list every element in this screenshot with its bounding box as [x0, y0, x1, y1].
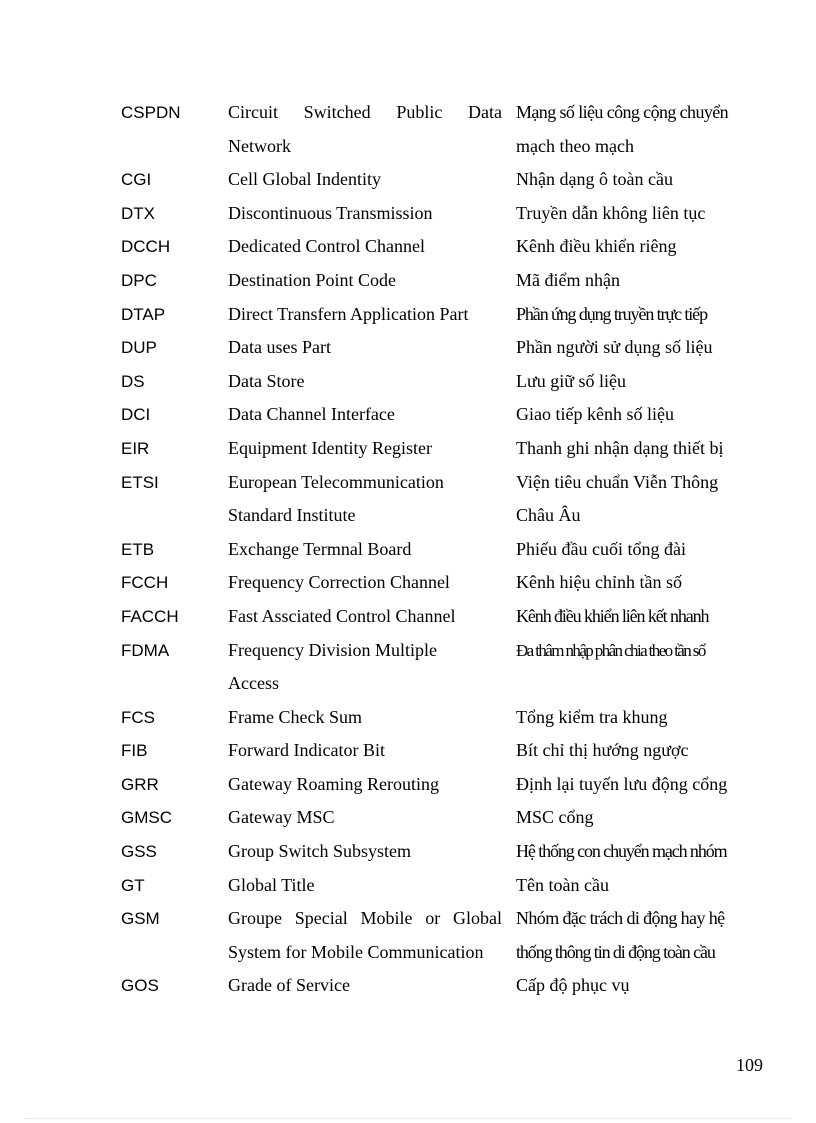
meaning-line: Viện tiêu chuẩn Viễn Thông: [516, 471, 719, 492]
glossary-row-facch: [121, 600, 733, 634]
meaning: Cấp độ phục vụ: [516, 975, 630, 996]
meaning: Kênh điều khiển liên kết nhanh: [516, 605, 709, 626]
term: Data Store: [228, 370, 305, 391]
term: Direct Transfern Application Part: [228, 303, 469, 324]
abbreviation: GSM: [121, 909, 160, 929]
abbreviation: FACCH: [121, 606, 179, 626]
glossary-row-gt: [121, 869, 733, 903]
term: Destination Point Code: [228, 269, 396, 290]
glossary-row-fdma: [121, 634, 733, 701]
abbreviation: CSPDN: [121, 103, 181, 122]
term: Data uses Part: [228, 337, 331, 358]
abbreviation: FCS: [121, 707, 155, 727]
abbreviation: FCCH: [121, 573, 169, 593]
glossary-row-dtx: [121, 197, 733, 231]
meaning: Tổng kiểm tra khung: [516, 706, 668, 727]
glossary-row-dup: [121, 331, 733, 365]
meaning-line: thống thông tin di động toàn cầu: [516, 941, 715, 962]
meaning: Phần ứng dụng truyền trực tiếp: [516, 303, 707, 324]
abbreviation: DTX: [121, 203, 155, 223]
term: [228, 634, 502, 701]
abbreviation: EIR: [121, 438, 150, 458]
glossary-row-dcch: [121, 230, 733, 264]
meaning: Tên toàn cầu: [516, 874, 609, 895]
term-line: Groupe Special Mobile or Global: [228, 908, 502, 929]
glossary-row-fib: [121, 734, 733, 768]
glossary-row-etsi: [121, 466, 733, 533]
abbreviation: DTAP: [121, 304, 166, 324]
term-line: System for Mobile Communication: [228, 941, 484, 962]
meaning: [516, 902, 733, 969]
meaning: [516, 466, 733, 533]
term-line: Access: [228, 673, 279, 694]
meaning: Truyền dẫn không liên tục: [516, 202, 706, 223]
meaning: Bít chỉ thị hướng ngược: [516, 740, 689, 761]
term: [228, 96, 502, 163]
abbreviation: FIB: [121, 741, 148, 761]
meaning: Hệ thống con chuyển mạch nhóm: [516, 841, 727, 862]
term: Equipment Identity Register: [228, 437, 432, 458]
glossary-row-gss: [121, 835, 733, 869]
meaning-line: mạch theo mạch: [516, 135, 634, 156]
abbreviation: CGI: [121, 170, 152, 190]
meaning: Định lại tuyến lưu động cổng: [516, 773, 728, 794]
term: Forward Indicator Bit: [228, 740, 385, 761]
glossary-row-ds: [121, 365, 733, 399]
meaning: MSC cổng: [516, 807, 594, 828]
meaning-line: Châu Âu: [516, 505, 581, 526]
abbreviation: ETB: [121, 539, 155, 559]
term: Grade of Service: [228, 975, 350, 996]
glossary-row-gos: [121, 969, 733, 1003]
abbreviation: GSS: [121, 842, 157, 862]
glossary-row-dpc: [121, 264, 733, 298]
glossary-row-dtap: [121, 298, 733, 332]
term: [228, 902, 502, 969]
meaning-line: Mạng số liệu công cộng chuyển: [516, 102, 729, 122]
meaning: Nhận dạng ô toàn cầu: [516, 169, 673, 190]
glossary-row-grr: [121, 768, 733, 802]
abbreviation: ETSI: [121, 472, 159, 492]
glossary-row-etb: [121, 533, 733, 567]
glossary-row-fcs: [121, 701, 733, 735]
meaning: Phiếu đầu cuối tổng đài: [516, 538, 686, 559]
term: Data Channel Interface: [228, 404, 395, 425]
abbreviation: GMSC: [121, 808, 172, 828]
term: Discontinuous Transmission: [228, 202, 433, 223]
term-line: Network: [228, 135, 291, 156]
abbreviation: DCCH: [121, 237, 171, 257]
term: Dedicated Control Channel: [228, 236, 425, 257]
abbreviation: GT: [121, 875, 145, 895]
meaning: Thanh ghi nhận dạng thiết bị: [516, 437, 724, 458]
term-line: Circuit Switched Public Data: [228, 102, 502, 122]
abbreviation: DPC: [121, 270, 157, 290]
term: Frequency Correction Channel: [228, 572, 450, 593]
abbreviation: GRR: [121, 774, 159, 794]
meaning: Kênh hiệu chỉnh tần số: [516, 572, 682, 593]
glossary-row-cgi: [121, 163, 733, 197]
term-line: European Telecommunication: [228, 471, 444, 492]
meaning: Đa thâm nhập phân chia theo tần số: [516, 640, 705, 660]
abbreviation: DS: [121, 371, 145, 391]
abbreviation-glossary: [121, 96, 733, 1003]
abbreviation: DCI: [121, 405, 151, 425]
meaning: Lưu giữ số liệu: [516, 370, 627, 391]
term: Group Switch Subsystem: [228, 841, 412, 862]
term: Cell Global Indentity: [228, 169, 381, 190]
page-number: 109: [736, 1055, 763, 1075]
abbreviation: FDMA: [121, 640, 170, 660]
glossary-row-gmsc: [121, 801, 733, 835]
glossary-row-fcch: [121, 566, 733, 600]
term: Fast Assciated Control Channel: [228, 605, 456, 626]
meaning: Kênh điều khiển riêng: [516, 236, 677, 257]
meaning: Mã điểm nhận: [516, 269, 620, 290]
footer-divider: [24, 1118, 792, 1119]
term: Frame Check Sum: [228, 706, 362, 727]
meaning: Phần người sử dụng số liệu: [516, 337, 713, 358]
term: Global Title: [228, 874, 315, 895]
abbreviation: GOS: [121, 976, 159, 996]
glossary-row-eir: [121, 432, 733, 466]
glossary-row-gsm: [121, 902, 733, 969]
abbreviation: DUP: [121, 338, 157, 358]
meaning-line: Nhóm đặc trách di động hay hệ: [516, 908, 725, 929]
term: [228, 466, 502, 533]
glossary-row-cspdn: [121, 96, 733, 163]
term-line: Frequency Division Multiple: [228, 639, 437, 660]
term: Exchange Termnal Board: [228, 538, 412, 559]
glossary-row-dci: [121, 398, 733, 432]
term: Gateway MSC: [228, 807, 335, 828]
term-line: Standard Institute: [228, 505, 356, 526]
meaning: [516, 96, 733, 163]
meaning: Giao tiếp kênh số liệu: [516, 404, 674, 425]
term: Gateway Roaming Rerouting: [228, 773, 439, 794]
